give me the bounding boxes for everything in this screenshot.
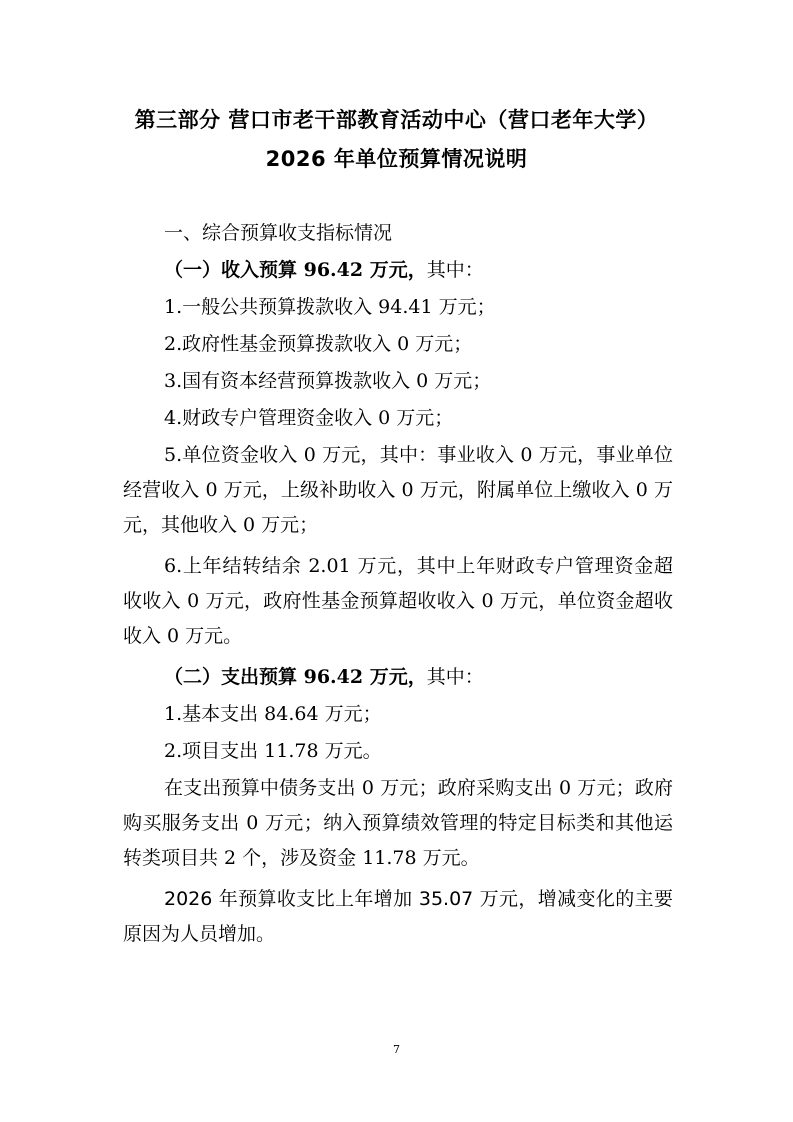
income-item-3: 3.国有资本经营预算拨款收入 0 万元； (164, 370, 492, 392)
income-heading (123, 253, 673, 288)
expense-heading-rest: 其中： (426, 666, 484, 688)
income-item-2: 2.政府性基金预算拨款收入 0 万元； (164, 333, 473, 355)
expense-item-1: 1.基本支出 84.64 万元； (164, 703, 382, 725)
income-heading-bold: （一）收入预算 96.42 万元， (164, 259, 427, 281)
budget-change-paragraph: 2026 年预算收支比上年增加 35.07 万元，增减变化的主要原因为人员增加。 (123, 888, 673, 945)
section-heading: 一、综合预算收支指标情况 (164, 222, 393, 244)
income-item-5: 5.单位资金收入 0 万元，其中：事业收入 0 万元，事业单位经营收入 0 万元，上级补助收入 0 万元，附属单位上缴收入 0 万元，其他收入 0 万元； (123, 444, 673, 536)
page-number: 7 (393, 1043, 400, 1056)
expense-heading-bold: （二）支出预算 96.42 万元， (164, 666, 427, 688)
income-heading-rest: 其中： (426, 259, 484, 281)
income-item-4: 4.财政专户管理资金收入 0 万元； (164, 407, 454, 429)
page-title-line1: 第三部分 营口市老干部教育活动中心（营口老年大学） (134, 108, 659, 132)
expense-note: 在支出预算中债务支出 0 万元；政府采购支出 0 万元；政府购买服务支出 0 万元；纳入预算绩效管理的特定目标类和其他运转类项目共 2 个，涉及资金 11.78 万元。 (123, 777, 673, 869)
expense-heading (123, 660, 673, 695)
income-item-6: 6.上年结转结余 2.01 万元，其中上年财政专户管理资金超收收入 0 万元，政府性基金预算超收收入 0 万元，单位资金超收收入 0 万元。 (123, 555, 673, 647)
page-title-line2: 2026 年单位预算情况说明 (265, 147, 528, 171)
expense-item-2: 2.项目支出 11.78 万元。 (164, 740, 382, 762)
income-item-1: 1.一般公共预算拨款收入 94.41 万元； (164, 296, 496, 318)
